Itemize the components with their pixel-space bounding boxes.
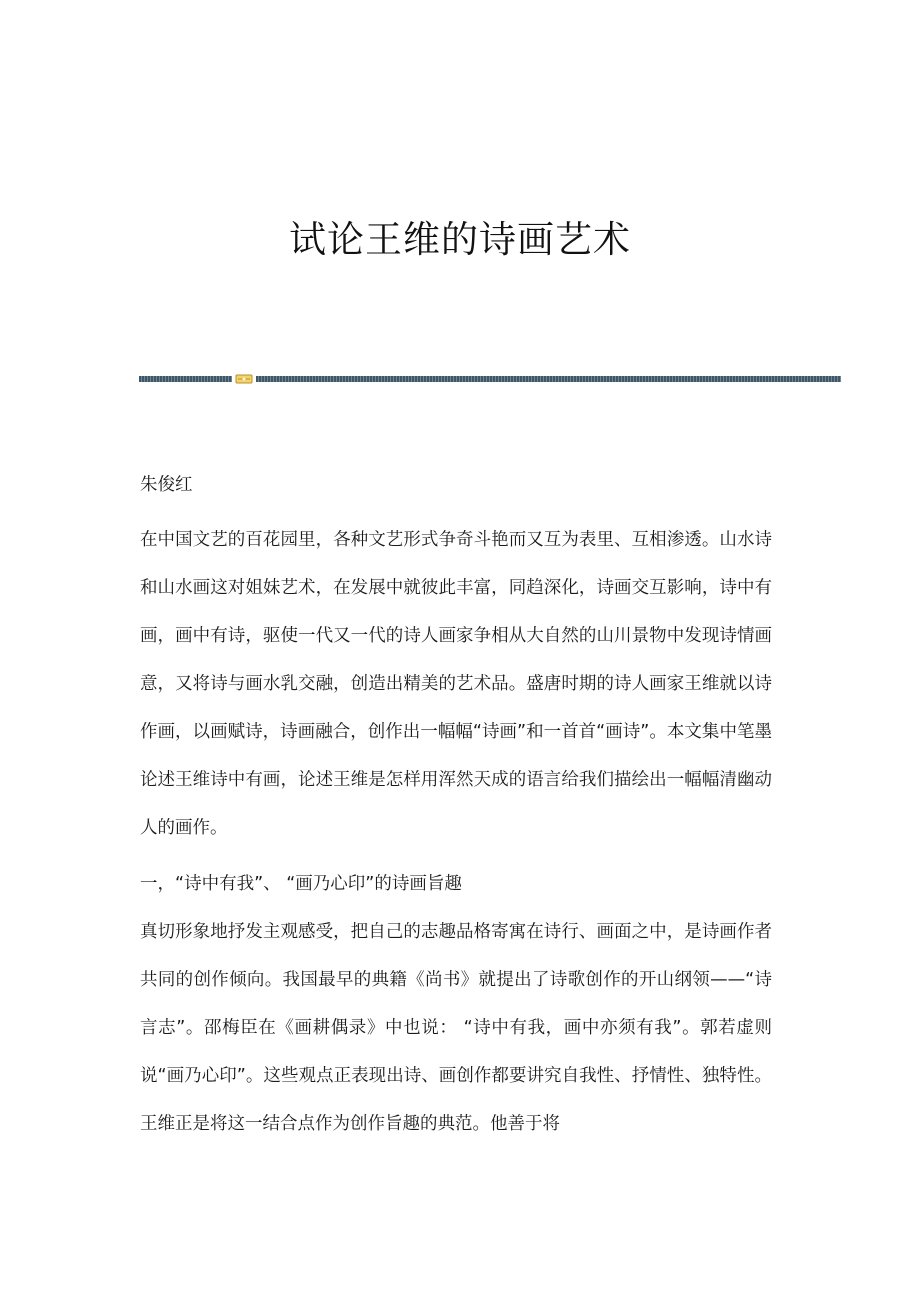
author-name: 朱俊红 (140, 475, 193, 495)
divider-bar-left (139, 376, 232, 382)
body-paragraph: 真切形象地抒发主观感受，把自己的志趣品格寄寓在诗行、画面之中，是诗画作者共同的创作倾向。我国最早的典籍《尚书》就提出了诗歌创作的开山纲领——“诗言志”。邵梅臣在《画耕偶录》中也说： “诗中有我，画中亦须有我”。郭若虚则说“画乃心印”。这些观点正表现出诗、画创作都要讲究自我性、抒情性、独特性。王维正是将这一结合点作为创作旨趣的典范。他善于将 (140, 922, 772, 1134)
intro-paragraph: 在中国文艺的百花园里，各种文艺形式争奇斗艳而又互为表里、互相渗透。山水诗和山水画这对姐妹艺术，在发展中就彼此丰富，同趋深化，诗画交互影响，诗中有画，画中有诗，驱使一代又一代的诗人画家争相从大自然的山川景物中发现诗情画意，又将诗与画水乳交融，创造出精美的艺术品。盛唐时期的诗人画家王维就以诗作画，以画赋诗，诗画融合，创作出一幅幅“诗画”和一首首“画诗”。本文集中笔墨论述王维诗中有画，论述王维是怎样用浑然天成的语言给我们描绘出一幅幅清幽动人的画作。 (140, 530, 772, 838)
title-divider (139, 373, 841, 385)
section-heading: 一，“诗中有我”、 “画乃心印”的诗画旨趣 (140, 874, 462, 894)
document-title: 试论王维的诗画艺术 (289, 218, 631, 261)
ornament-icon (235, 373, 253, 385)
divider-bar-right (256, 376, 841, 382)
document-body (140, 468, 772, 1148)
